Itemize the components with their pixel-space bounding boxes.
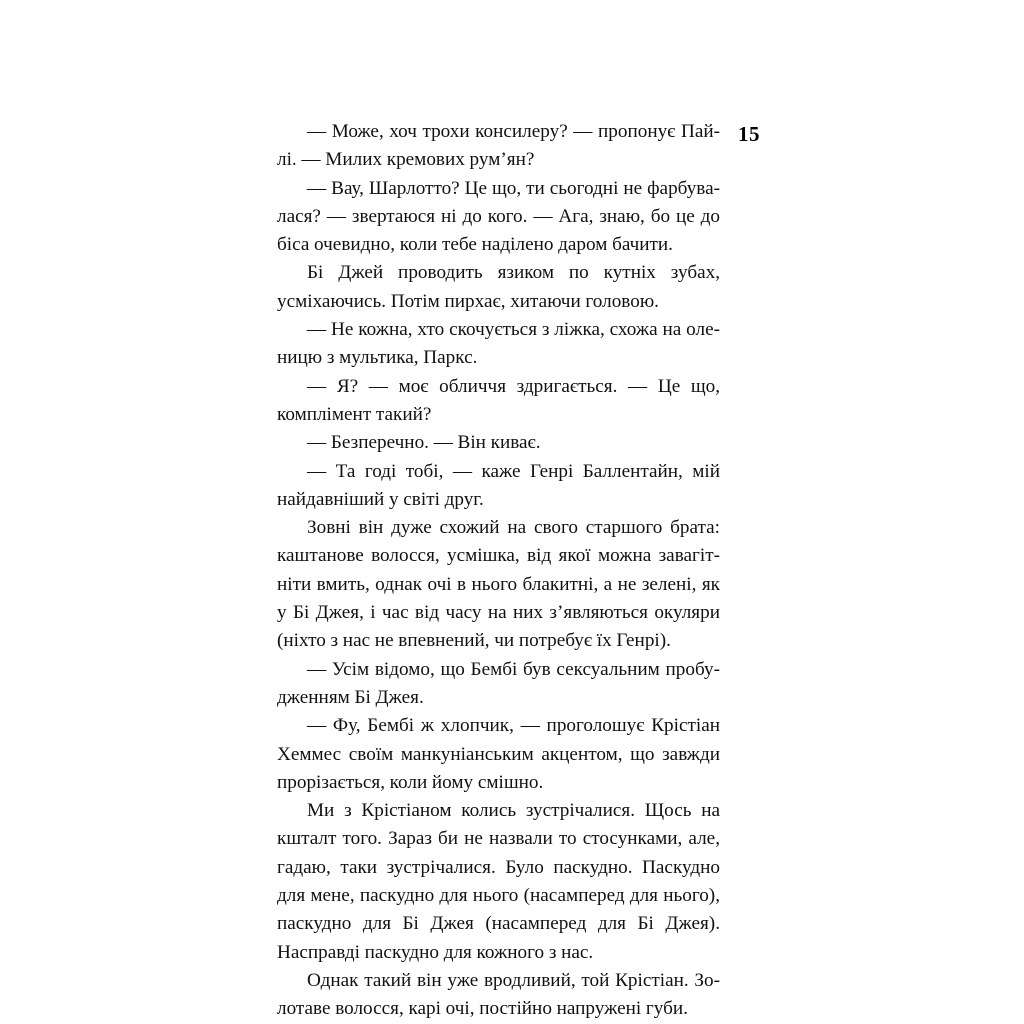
paragraph: Бі Джей проводить язиком по кутніх зубах, усміхаючись. Потім пирхає, хитаючи головою.: [277, 262, 720, 312]
paragraph: Однак такий він уже вродливий, той Крістіан. Золотаве волосся, карі очі, постійно напружені губи.: [277, 969, 720, 1020]
page-number: 15: [738, 122, 760, 146]
body-text-column: [277, 118, 720, 1024]
paragraph: — Та годі тобі, — каже Генрі Баллентайн, мій найдавніший у світі друг.: [277, 460, 720, 510]
paragraph: Ми з Крістіаном колись зустрічалися. Щось на кшталт того. Зараз би не назвали то стосунками, але, гадаю, таки зустрічалися. Було паскудно. Паскудно для мене, паскудно для нього (насамперед для нього), паскудно для Бі Джея (насамперед для Бі Джея). Насправді паскудно для кожного з нас.: [277, 800, 720, 963]
paragraph: — Не кожна, хто скочується з ліжка, схожа на оленицю з мультика, Паркс.: [277, 319, 720, 369]
paragraph: — Я? — моє обличчя здригається. — Це що, комплімент такий?: [277, 375, 720, 425]
paragraph: — Фу, Бембі ж хлопчик, — проголошує Крістіан Хеммес своїм манкуніанським акцентом, що завжди прорізається, коли йому смішно.: [277, 715, 720, 793]
paragraph: Зовні він дуже схожий на свого старшого брата: каштанове волосся, усмішка, від якої можна завагітніти вмить, однак очі в нього блакитні, а не зелені, як у Бі Джея, і час від часу на них з’являються окуляри (ніхто з нас не впевнений, чи потребує їх Генрі).: [277, 517, 720, 652]
paragraph: — Може, хоч трохи консилеру? — пропонує Пайлі. — Милих кремових рум’ян?: [277, 121, 720, 171]
paragraph: — Усім відомо, що Бембі був сексуальним пробудженням Бі Джея.: [277, 658, 720, 708]
paragraph: — Вау, Шарлотто? Це що, ти сьогодні не фарбувалася? — звертаюся ні до кого. — Ага, знаю, бо це до біса очевидно, коли тебе наділено даром бачити.: [277, 177, 720, 256]
paragraph: — Безперечно. — Він киває.: [307, 432, 541, 454]
